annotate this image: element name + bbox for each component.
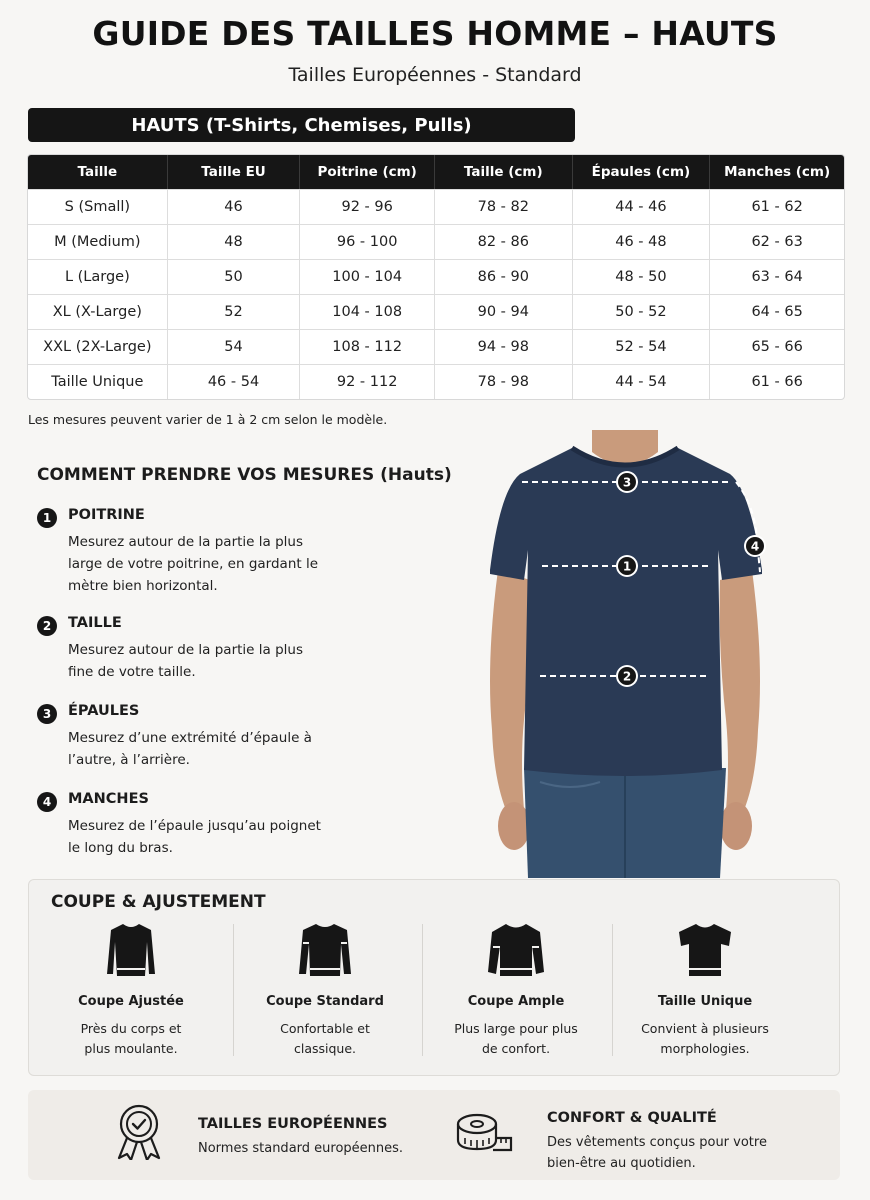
table-cell: 50 - 52 xyxy=(573,294,711,329)
step-title: ÉPAULES xyxy=(68,703,140,719)
loose-shirt-icon xyxy=(486,920,546,980)
fit-description: Convient à plusieurs morphologies. xyxy=(641,1021,769,1056)
page-subtitle: Tailles Européennes - Standard xyxy=(288,64,582,86)
table-cell: XL (X-Large) xyxy=(28,294,168,329)
fit-item-unique xyxy=(610,920,800,1059)
table-cell: 46 xyxy=(168,189,301,224)
standard-shirt-icon xyxy=(295,920,355,980)
table-cell: 50 xyxy=(168,259,301,294)
step-title: MANCHES xyxy=(68,791,149,807)
footer-left-description: Normes standard européennes. xyxy=(198,1141,404,1156)
table-cell: 46 - 54 xyxy=(168,364,301,399)
table-header-row xyxy=(28,155,844,189)
step-description: Mesurez d’une extrémité d’épaule à l’autre, à l’arrière. xyxy=(68,730,312,768)
table-cell: 52 xyxy=(168,294,301,329)
column-header: Manches (cm) xyxy=(710,155,844,189)
step-description: Mesurez autour de la partie la plus large de votre poitrine, en gardant le mètre bien horizontal. xyxy=(68,534,319,594)
table-row xyxy=(28,364,844,399)
table-cell: 100 - 104 xyxy=(300,259,435,294)
step-description: Mesurez de l’épaule jusqu’au poignet le long du bras. xyxy=(68,818,321,856)
marker-chest: 1 xyxy=(622,559,632,574)
table-cell: 96 - 100 xyxy=(300,224,435,259)
table-cell: XXL (2X-Large) xyxy=(28,329,168,364)
fit-description: Près du corps et plus moulante. xyxy=(80,1021,182,1056)
table-cell: 92 - 112 xyxy=(300,364,435,399)
step-number: 3 xyxy=(37,704,57,724)
page-title: GUIDE DES TAILLES HOMME – HAUTS xyxy=(92,14,778,53)
column-header: Taille (cm) xyxy=(435,155,573,189)
howto-title: COMMENT PRENDRE VOS MESURES (Hauts) xyxy=(37,465,452,485)
column-header: Taille EU xyxy=(168,155,301,189)
table-cell: 108 - 112 xyxy=(300,329,435,364)
table-cell: 90 - 94 xyxy=(435,294,573,329)
table-cell: 61 - 66 xyxy=(710,364,844,399)
award-badge-icon xyxy=(113,1102,165,1160)
table-cell: 44 - 54 xyxy=(573,364,711,399)
table-cell: 54 xyxy=(168,329,301,364)
step-title: POITRINE xyxy=(68,507,145,523)
section-banner: HAUTS (T-Shirts, Chemises, Pulls) xyxy=(28,108,575,142)
table-cell: 63 - 64 xyxy=(710,259,844,294)
column-header: Épaules (cm) xyxy=(573,155,711,189)
fit-name: Taille Unique xyxy=(657,994,753,1009)
table-cell: M (Medium) xyxy=(28,224,168,259)
table-cell: 48 xyxy=(168,224,301,259)
table-cell: 94 - 98 xyxy=(435,329,573,364)
marker-sleeves: 4 xyxy=(750,539,760,554)
step-title: TAILLE xyxy=(68,615,122,631)
table-row xyxy=(28,224,844,259)
table-cell: 78 - 98 xyxy=(435,364,573,399)
table-cell: 65 - 66 xyxy=(710,329,844,364)
model-illustration xyxy=(480,430,770,878)
table-cell: 48 - 50 xyxy=(573,259,711,294)
table-row xyxy=(28,189,844,224)
table-cell: L (Large) xyxy=(28,259,168,294)
table-cell: S (Small) xyxy=(28,189,168,224)
table-cell: 78 - 82 xyxy=(435,189,573,224)
footer-left-title: TAILLES EUROPÉENNES xyxy=(198,1116,388,1132)
fitted-shirt-icon xyxy=(101,920,161,980)
table-cell: 92 - 96 xyxy=(300,189,435,224)
column-header: Poitrine (cm) xyxy=(300,155,435,189)
fit-description: Plus large pour plus de confort. xyxy=(454,1021,578,1056)
measurement-note: Les mesures peuvent varier de 1 à 2 cm selon le modèle. xyxy=(28,412,388,427)
column-header: Taille xyxy=(28,155,168,189)
fit-name: Coupe Ample xyxy=(467,994,565,1009)
step-number: 1 xyxy=(37,508,57,528)
table-row xyxy=(28,329,844,364)
table-row xyxy=(28,294,844,329)
fit-name: Coupe Standard xyxy=(266,994,384,1009)
fit-item-ajustee xyxy=(36,920,226,1059)
table-cell: 61 - 62 xyxy=(710,189,844,224)
step-description: Mesurez autour de la partie la plus fine de votre taille. xyxy=(68,642,303,680)
step-number: 2 xyxy=(37,616,57,636)
table-cell: 82 - 86 xyxy=(435,224,573,259)
fit-item-ample xyxy=(421,920,611,1059)
table-cell: 44 - 46 xyxy=(573,189,711,224)
fit-description: Confortable et classique. xyxy=(280,1021,370,1056)
fit-name: Coupe Ajustée xyxy=(78,994,184,1009)
marker-waist: 2 xyxy=(622,669,632,684)
fit-item-standard xyxy=(230,920,420,1059)
footer-right-description: Des vêtements conçus pour votre bien-être au quotidien. xyxy=(547,1135,767,1171)
table-cell: 62 - 63 xyxy=(710,224,844,259)
table-row xyxy=(28,259,844,294)
table-cell: Taille Unique xyxy=(28,364,168,399)
measuring-tape-icon xyxy=(455,1108,513,1156)
size-table xyxy=(27,154,845,400)
footer-right-title: CONFORT & QUALITÉ xyxy=(547,1110,717,1126)
marker-shoulders: 3 xyxy=(622,475,632,490)
table-cell: 104 - 108 xyxy=(300,294,435,329)
fit-title: COUPE & AJUSTEMENT xyxy=(51,892,266,912)
table-cell: 64 - 65 xyxy=(710,294,844,329)
table-cell: 86 - 90 xyxy=(435,259,573,294)
step-number: 4 xyxy=(37,792,57,812)
table-cell: 52 - 54 xyxy=(573,329,711,364)
tshirt-icon xyxy=(675,920,735,980)
table-cell: 46 - 48 xyxy=(573,224,711,259)
